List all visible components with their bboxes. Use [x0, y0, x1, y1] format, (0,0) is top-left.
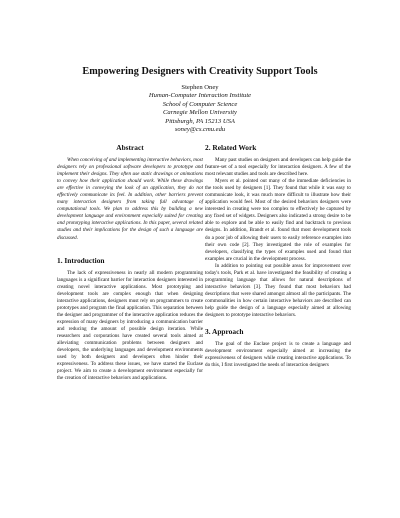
author-affiliation-4: Pittsburgh, PA 15213 USA: [165, 117, 235, 125]
introduction-text: The lack of expressiveness in nearly all modern programming languages is a significant barrier for interaction designers interested in creating novel interactive applications. Most prototyping and development tools are complex enough that when designing interactive applications, designers must rely on programmers to create prototypes and program the final application. This separation between the designer and programmer of the interactive application reduces the expression of many designers by introducing a communication barrier and reducing the amount of possible design iteration. While researchers and corporations have created several tools aimed at alleviating communication problems between designers and developers, the underlying languages and development environments used by both designers and developers often hinder their expressiveness. To address these issues, we have started the Euclase project. We aim to create a development environment especially for the creation of interactive behaviors and applications.: [57, 269, 203, 382]
abstract-heading: Abstract: [116, 143, 144, 152]
approach-text: The goal of the Euclase project is to create a language and development environment especially aimed at increasing the expressiveness of designers while creating interactive applications. To do this, I first investigated the needs of interaction designers: [205, 341, 351, 369]
introduction-heading: 1. Introduction: [57, 255, 105, 265]
author-name: Stephen Oney: [181, 84, 219, 91]
approach-heading: 3. Approach: [205, 327, 244, 337]
author-email: soney@cs.cmu.edu: [174, 126, 226, 134]
section-gap: [205, 319, 351, 327]
related-work-heading: 2. Related Work: [205, 143, 257, 152]
related-work-paragraph-1: Many past studies on designers and developers can help guide the feature-set of a tool especially for interaction designers. A few of the most relevant studies and tools are described here.: [205, 157, 351, 178]
right-column: [205, 143, 351, 369]
author-block: [0, 84, 400, 134]
author-affiliation-1: Human-Computer Interaction Institute: [148, 92, 252, 100]
paper-title: Empowering Designers with Creativity Support Tools: [82, 66, 318, 77]
related-work-paragraph-3: In addition to pointing out possible areas for improvement over today's tools, Park et al. have investigated the feasibility of creating a programming language that allows for natural descriptions of interactive behaviors [3]. They found that most behaviors had descriptions that were shared amongst almost all the participants. The commonalities in how certain interactive behaviors are described can help guide the design of a language especially aimed at allowing designers to prototype interactive behaviors.: [205, 262, 351, 319]
left-column: [57, 143, 203, 382]
author-affiliation-2: School of Computer Science: [162, 100, 238, 108]
related-work-paragraph-2: Myers et al. pointed out many of the immediate deficiencies in the tools used by designers [1]. They found that while it was easy to communicate look, it was much more difficult to illustrate how their application would feel. Most of the desired behaviors designers were interested in creating were too complex to effectively be captured by any fixed set of widgets. Designers also indicated a strong desire to be able to explore and be able to easily find and backtrack to previous designs. In addition, Brandt et al. found that most development tools do a poor job of allowing their users to easily reference examples into their own code [2]. They investigated the role of examples for developers, classifying the types of examples used and found that examples are crucial in the development process.: [205, 178, 351, 262]
abstract-text: When conceiving of and implementing interactive behaviors, most designers rely on professional software developers to prototype and implement their designs. They often use static drawings or animations to convey how their application should work. While these drawings are effective in conveying the look of an application, they do not effectively communicate its feel. In addition, other barriers prevent many interaction designers from taking full advantage of computational tools. We plan to address this by building a new development language and environment especially suited for creating and prototyping interactive applications. In this paper, several related studies and their implications for the design of such a language are discussed.: [57, 157, 203, 241]
author-affiliation-3: Carnegie Mellon University: [163, 109, 237, 117]
